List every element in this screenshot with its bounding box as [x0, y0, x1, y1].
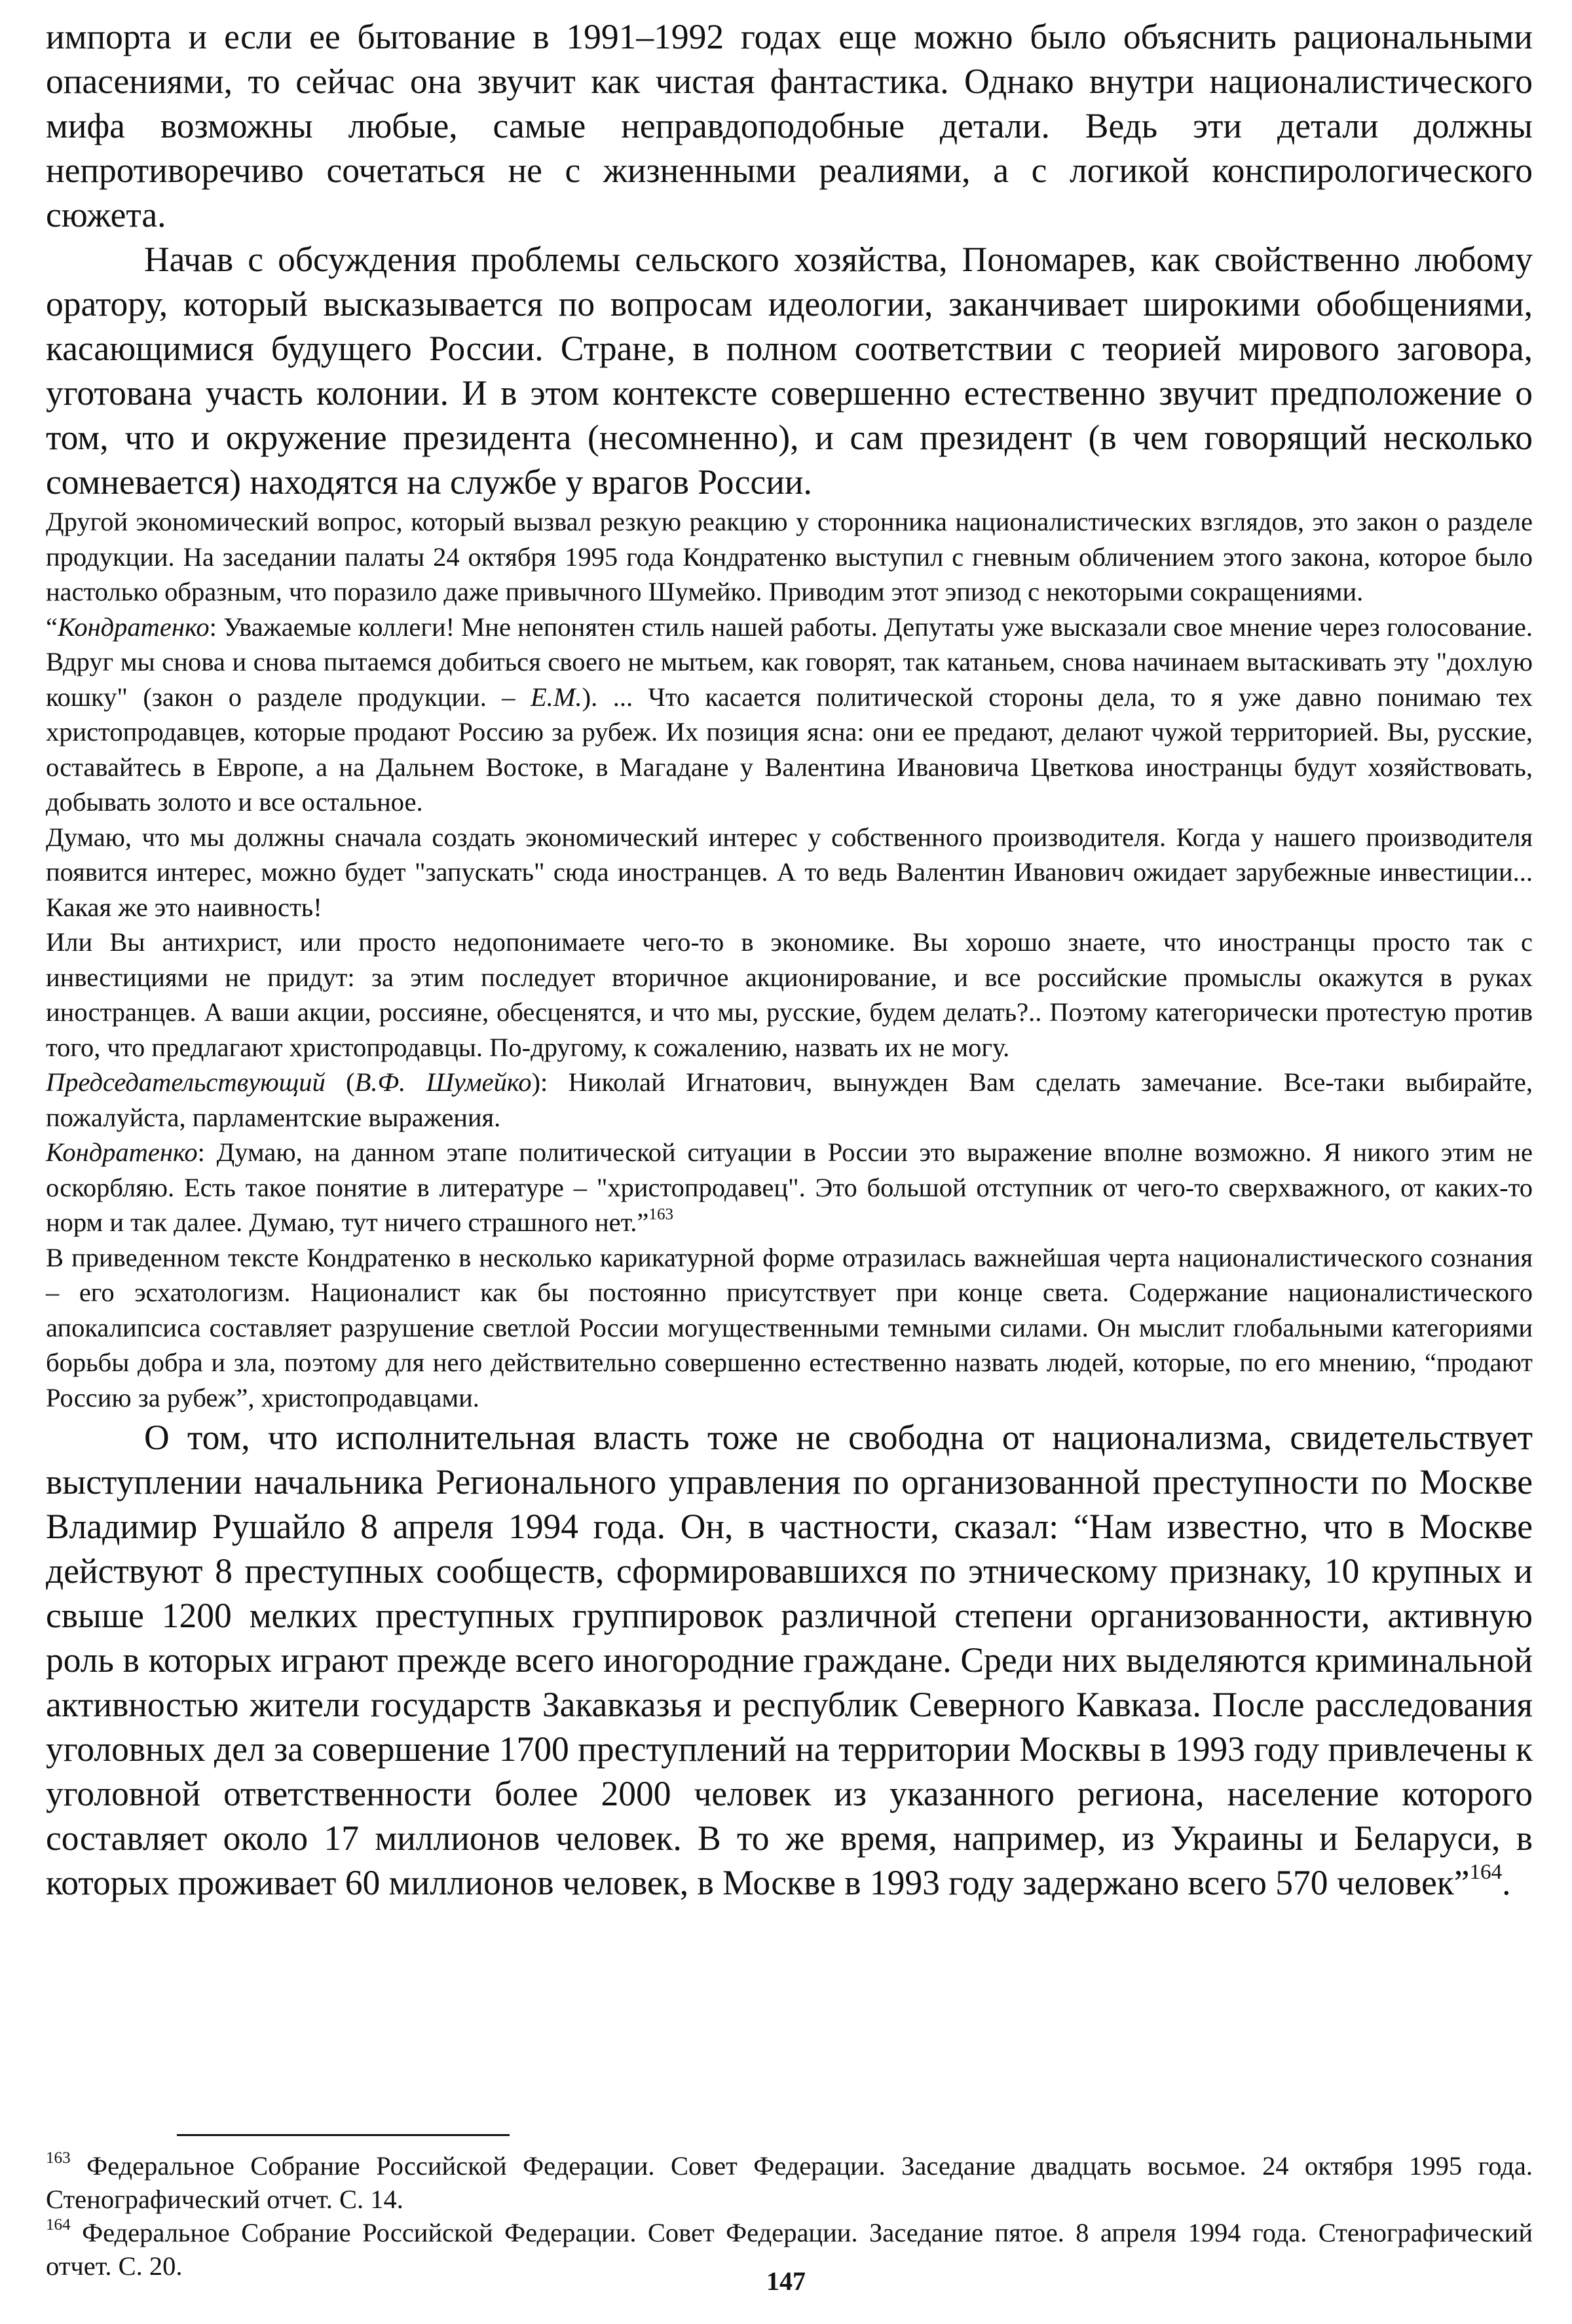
footnote-text: Федеральное Собрание Российской Федерации. Совет Федерации. Заседание двадцать восьмое. 24 октября 1995 года. Стенографический отчет. С. 14.: [46, 2151, 1533, 2214]
paragraph-5: Думаю, что мы должны сначала создать экономический интерес у собственного производителя. Когда у нашего производителя появится интерес, можно будет "запускать" сюда иностранцев. А то ведь Валентин Иванович ожидает зарубежные инвестиции... Какая же это наивность!: [46, 822, 1533, 922]
paragraph-10: [46, 1415, 1533, 1905]
paragraph-2: Начав с обсуждения проблемы сельского хозяйства, Пономарев, как свойственно любому оратору, который высказывается по вопросам идеологии, заканчивает широкими обобщениями, касающимися будущего России. Стране, в полном соответствии с теорией мирового заговора, уготована участь колонии. И в этом контексте совершенно естественно звучит предположение о том, что и окружение президента (несомненно), и сам президент (в чем говорящий несколько сомневается) находятся на службе у врагов России.: [46, 240, 1533, 502]
footnotes: [46, 2149, 1533, 2283]
footnote-163: [46, 2149, 1533, 2216]
reply-text: : Думаю, на данном этапе политической ситуации в России это выражение вполне возможно. Я никого этим не оскорбляю. Есть такое понятие в литературе – "христопродавец". Это большой отступник от чего-то сверхважного, от каких-то норм и так далее. Думаю, тут ничего страшного нет.”: [46, 1137, 1533, 1237]
footnote-divider: [177, 2134, 510, 2136]
footnote-ref-164[interactable]: 164: [1469, 1860, 1503, 1885]
quote-kondratenko-1: [46, 610, 1533, 820]
paragraph-9: В приведенном тексте Кондратенко в несколько карикатурной форме отразилась важнейшая черта националистического сознания – его эсхатологизм. Националист как бы постоянно присутствует при конце света. Содержание националистического апокалипсиса составляет разрушение светлой России могущественными темными силами. Он мыслит глобальными категориями борьбы добра и зла, поэтому для него действительно совершенно естественно назвать людей, которые, по его мнению, “продают Россию за рубеж”, христопродавцами.: [46, 1242, 1533, 1412]
footnote-text: Федеральное Собрание Российской Федерации. Совет Федерации. Заседание пятое. 8 апреля 1994 года. Стенографический отчет. С. 20.: [46, 2218, 1533, 2281]
speaker-name: Председательствующий: [46, 1067, 326, 1097]
paragraph-1: импорта и если ее бытование в 1991–1992 годах еще можно было объяснить рациональными опасениями, то сейчас она звучит как чистая фантастика. Однако внутри националистического мифа возможны любые, самые неправдоподобные детали. Ведь эти детали должны непротиворечиво сочетаться не с жизненными реалиями, а с логикой конспирологического сюжета.: [46, 17, 1533, 234]
paragraph-10-text: О том, что исполнительная власть тоже не свободна от национализма, свидетельствует выступлении начальника Регионального управления по организованной преступности по Москве Владимир Рушайло 8 апреля 1994 года. Он, в частности, сказал: “Нам известно, что в Москве действуют 8 преступных сообществ, сформировавшихся по этническому признаку, 10 крупных и свыше 1200 мелких преступных группировок различной степени организованности, активную роль в которых играют прежде всего иногородние граждане. Среди них выделяются криминальной активностью жители государств Закавказья и республик Северного Кавказа. После расследования уголовных дел за совершение 1700 преступлений на территории Москвы в 1993 году привлечены к уголовной ответственности более 2000 человек из указанного региона, население которого составляет около 17 миллионов человек. В то же время, например, из Украины и Беларуси, в которых проживает 60 миллионов человек, в Москве в 1993 году задержано всего 570 человек”: [46, 1418, 1533, 1902]
chairman-remark: [46, 1065, 1533, 1135]
quote-text-a: : Уважаемые коллеги! Мне непонятен стиль нашей работы. Депутаты уже высказали свое мнение через голосование. Вдруг мы снова и снова пытаемся добиться своего не мытьем, как говорят, так катаньем, снова начинаем вытаскивать эту "дохлую кошку" (закон о разделе продукции. –: [46, 612, 1533, 712]
paragraph-10-tail: .: [1502, 1863, 1511, 1902]
footnote-number: 164: [46, 2215, 71, 2234]
speaker-name: Кондратенко: [57, 612, 210, 642]
quote-kondratenko-2: [46, 1135, 1533, 1240]
page-body: [46, 14, 1533, 1905]
paren-open: (: [325, 1067, 355, 1097]
open-quote: “: [46, 612, 58, 642]
paragraph-3: Другой экономический вопрос, который вызвал резкую реакцию у сторонника националистических взглядов, это закон о разделе продукции. На заседании палаты 24 октября 1995 года Кондратенко выступил с гневным обличением этого закона, которое было настолько образным, что поразило даже привычного Шумейко. Приводим этот эпизод с некоторыми сокращениями.: [46, 507, 1533, 606]
chairman-name: В.Ф. Шумейко: [354, 1067, 532, 1097]
author-initials: Е.М.: [530, 682, 582, 712]
page-number: 147: [766, 2266, 806, 2296]
remark-text: ): Николай Игнатович, вынужден Вам сделать замечание. Все-таки выбирайте, пожалуйста, парламентские выражения.: [46, 1067, 1533, 1132]
footnote-number: 163: [46, 2149, 71, 2167]
paragraph-6: Или Вы антихрист, или просто недопонимаете чего-то в экономике. Вы хорошо знаете, что иностранцы просто так с инвестициями не придут: за этим последует вторичное акционирование, и все российские промыслы окажутся в руках иностранцев. А ваши акции, россияне, обесценятся, и что мы, русские, будем делать?.. Поэтому категорически протестую против того, что предлагают христопродавцы. По-другому, к сожалению, назвать их не могу.: [46, 927, 1533, 1062]
quote-text-b: ). ... Что касается политической стороны дела, то я уже давно понимаю тех христопродавцев, которые продают Россию за рубеж. Их позиция ясна: они ее предают, делают чужой территорией. Вы, русские, оставайтесь в Европе, а на Дальнем Востоке, в Магадане у Валентина Ивановича Цветкова иностранцы будут хозяйствовать, добывать золото и все остальное.: [46, 682, 1533, 817]
speaker-name: Кондратенко: [46, 1137, 198, 1167]
footnote-ref-163[interactable]: 163: [648, 1205, 674, 1223]
